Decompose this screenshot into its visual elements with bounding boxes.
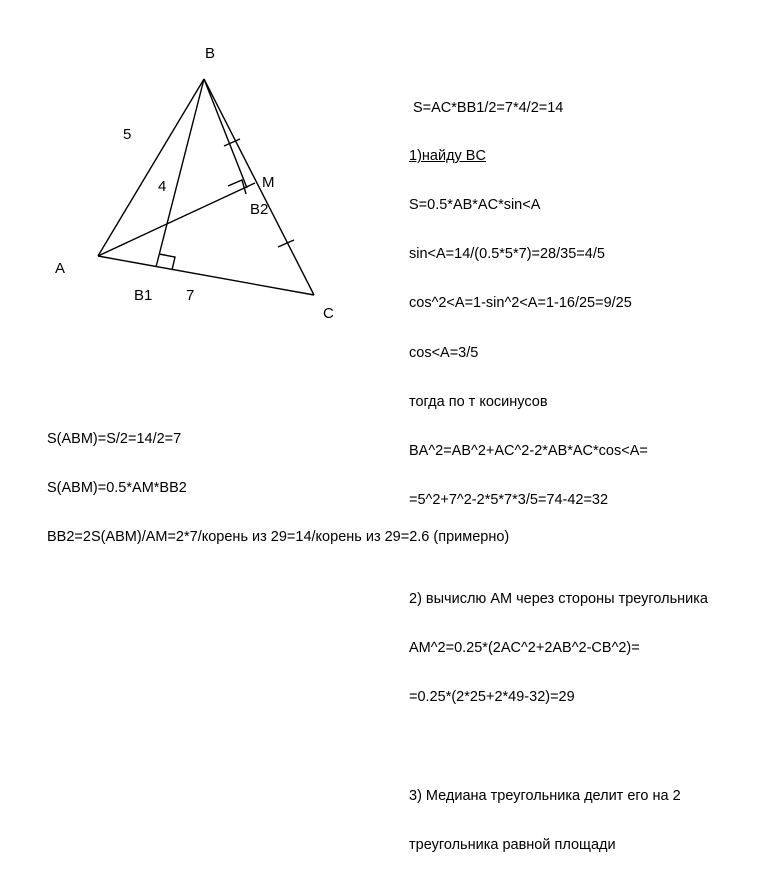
step1-title: 1)найду BC	[409, 147, 486, 164]
label-side-AC: 7	[186, 287, 195, 304]
step2-line: 2) вычислю AM через стороны треугольника	[409, 590, 708, 607]
step1-line: S=0.5*AB*AC*sin<A	[409, 197, 541, 214]
side-AC	[98, 256, 314, 295]
step2-line: AM^2=0.25*(2AC^2+2AB^2-CB^2)=	[409, 639, 640, 656]
area-formula-line: S=AC*BB1/2=7*4/2=14	[413, 99, 564, 116]
bottom-line: BB2=2S(ABM)/AM=2*7/корень из 29=14/корень из 29=2.6 (примерно)	[47, 529, 510, 546]
label-B2: B2	[250, 201, 269, 218]
label-B1: B1	[134, 287, 153, 304]
step1-line: =5^2+7^2-2*5*7*3/5=74-42=32	[409, 492, 609, 509]
label-M: M	[262, 174, 275, 191]
bottom-line: S(ABM)=S/2=14/2=7	[47, 430, 182, 447]
bottom-line: S(ABM)=0.5*AM*BB2	[47, 480, 187, 497]
step1-line: тогда по т косинусов	[409, 393, 548, 410]
label-B: B	[205, 45, 216, 62]
step1-line: cos<A=3/5	[409, 344, 479, 361]
side-BC	[204, 79, 314, 295]
step2-line: =0.25*(2*25+2*49-32)=29	[409, 689, 575, 706]
label-height-BB1: 4	[158, 178, 167, 195]
step1-line: sin<A=14/(0.5*5*7)=28/35=4/5	[409, 246, 605, 263]
label-side-AB: 5	[123, 126, 132, 143]
height-BB2	[204, 79, 247, 188]
label-C: C	[323, 305, 334, 322]
height-BB1	[156, 79, 204, 267]
step1-line: BA^2=AB^2+AC^2-2*AB*AC*cos<A=	[409, 443, 648, 460]
label-A: A	[55, 260, 66, 277]
step3-line: треугольника равной площади	[409, 836, 616, 853]
step1-line: cos^2<A=1-sin^2<A=1-16/25=9/25	[409, 295, 632, 312]
median-AM	[98, 183, 255, 256]
step3-line: 3) Медиана треугольника делит его на 2	[409, 787, 681, 804]
side-AB	[98, 79, 204, 256]
bottom-calculation	[47, 398, 509, 562]
